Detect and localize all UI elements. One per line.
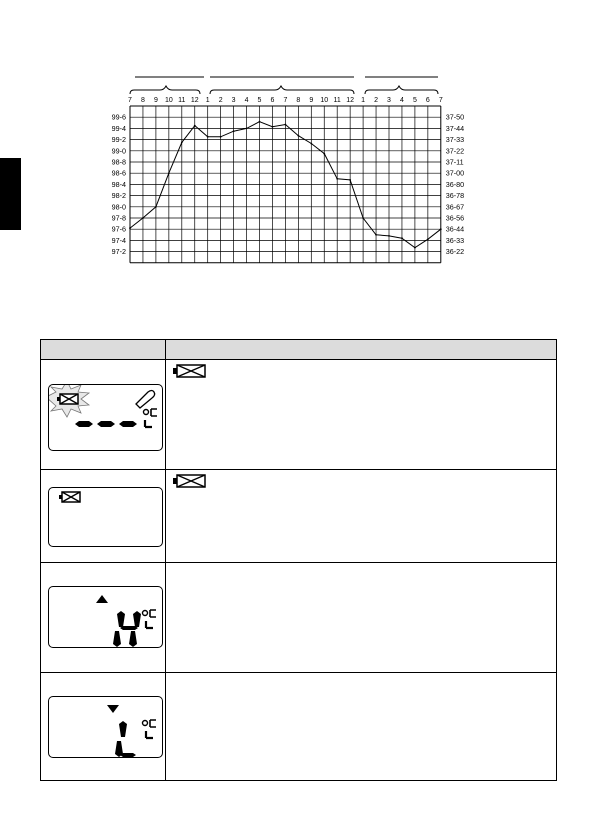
y-right-tick-label: 36-78 bbox=[445, 191, 465, 201]
x-tick-label: 8 bbox=[140, 97, 145, 104]
data-point bbox=[168, 172, 170, 174]
x-tick-label: 4 bbox=[399, 97, 404, 104]
x-tick-label: 8 bbox=[296, 97, 301, 104]
battery-icon bbox=[172, 364, 206, 383]
y-left-tick-label: 98-2 bbox=[111, 191, 126, 201]
x-tick-labels bbox=[128, 97, 443, 104]
y-right-tick-label: 37-44 bbox=[445, 123, 465, 133]
x-tick-label: 11 bbox=[333, 97, 341, 104]
x-tick-label: 4 bbox=[244, 97, 249, 104]
x-tick-label: 12 bbox=[190, 97, 199, 104]
x-tick-label: 7 bbox=[283, 97, 288, 104]
data-point bbox=[297, 135, 299, 137]
x-tick-label: 2 bbox=[218, 97, 223, 104]
y-left-tick-label: 98-8 bbox=[111, 157, 126, 167]
x-tick-label: 9 bbox=[309, 97, 314, 104]
y-left-tick-label: 99-4 bbox=[111, 123, 126, 133]
lcd-display bbox=[48, 487, 163, 547]
period-brackets bbox=[130, 77, 438, 94]
x-tick-label: 7 bbox=[438, 97, 443, 104]
data-point bbox=[375, 234, 377, 236]
arrow-down-icon bbox=[107, 705, 119, 713]
table-row bbox=[41, 360, 556, 470]
y-left-tick-label: 98-0 bbox=[111, 202, 126, 212]
data-point bbox=[285, 124, 287, 126]
data-point bbox=[323, 153, 325, 155]
x-tick-label: 7 bbox=[128, 97, 132, 104]
y-left-tick-label: 97-8 bbox=[111, 213, 126, 223]
y-right-tick-label: 36-22 bbox=[445, 247, 465, 257]
dash-segments bbox=[75, 421, 137, 427]
data-point bbox=[181, 142, 183, 144]
temperature-chart bbox=[0, 0, 596, 290]
data-point bbox=[220, 136, 222, 138]
data-point bbox=[129, 227, 131, 229]
x-tick-label: 10 bbox=[320, 97, 329, 104]
high-H-digit bbox=[113, 611, 141, 647]
x-tick-label: 3 bbox=[387, 97, 391, 104]
x-tick-label: 1 bbox=[205, 97, 210, 104]
data-point bbox=[259, 121, 261, 123]
data-point bbox=[349, 179, 351, 181]
x-tick-label: 11 bbox=[178, 97, 186, 104]
y-right-tick-labels bbox=[446, 113, 464, 256]
celsius-icon bbox=[143, 720, 157, 738]
x-tick-label: 5 bbox=[412, 97, 417, 104]
battery-icon bbox=[59, 492, 80, 502]
y-left-tick-label: 97-4 bbox=[111, 235, 126, 245]
y-right-tick-label: 37-33 bbox=[445, 135, 465, 145]
data-point bbox=[401, 237, 403, 239]
x-tick-label: 2 bbox=[374, 97, 379, 104]
data-point bbox=[362, 217, 364, 219]
data-point bbox=[233, 130, 235, 132]
data-point bbox=[310, 143, 312, 145]
y-right-tick-label: 36-33 bbox=[445, 235, 465, 245]
data-point bbox=[142, 217, 144, 219]
data-point bbox=[246, 127, 248, 129]
y-right-tick-label: 36-44 bbox=[445, 224, 465, 234]
y-right-tick-label: 37-22 bbox=[445, 146, 465, 156]
y-left-tick-label: 98-4 bbox=[111, 179, 126, 189]
data-point bbox=[336, 178, 338, 180]
table-header bbox=[41, 340, 556, 360]
y-right-tick-label: 36-67 bbox=[445, 202, 465, 212]
y-left-tick-label: 99-2 bbox=[111, 135, 126, 145]
data-point bbox=[155, 206, 157, 208]
data-point bbox=[207, 136, 209, 138]
data-point bbox=[440, 228, 442, 230]
x-tick-label: 6 bbox=[425, 97, 430, 104]
chart-grid bbox=[130, 106, 441, 263]
low-L-digit bbox=[115, 721, 136, 757]
data-point bbox=[388, 235, 390, 237]
data-point bbox=[427, 238, 429, 240]
display-table bbox=[40, 339, 557, 781]
x-tick-label: 6 bbox=[270, 97, 275, 104]
x-tick-label: 9 bbox=[153, 97, 158, 104]
y-left-tick-label: 97-6 bbox=[111, 224, 126, 234]
battery-icon bbox=[172, 474, 206, 493]
table-row bbox=[41, 470, 556, 563]
x-tick-label: 1 bbox=[361, 97, 366, 104]
flashing-battery-icon bbox=[49, 385, 89, 417]
y-right-tick-label: 36-56 bbox=[445, 213, 465, 223]
x-tick-label: 10 bbox=[164, 97, 173, 104]
table-row bbox=[41, 563, 556, 673]
y-left-tick-label: 97-2 bbox=[111, 247, 126, 257]
data-point bbox=[414, 247, 416, 249]
x-tick-label: 5 bbox=[257, 97, 262, 104]
y-left-tick-label: 98-6 bbox=[111, 168, 126, 178]
data-point bbox=[272, 126, 274, 128]
y-right-tick-label: 36-80 bbox=[445, 179, 465, 189]
celsius-icon bbox=[143, 610, 157, 628]
x-tick-label: 12 bbox=[346, 97, 355, 104]
y-right-tick-label: 37-00 bbox=[445, 168, 465, 178]
y-right-tick-label: 37-11 bbox=[445, 157, 464, 167]
celsius-icon bbox=[144, 409, 158, 427]
probe-icon bbox=[136, 391, 155, 409]
data-point bbox=[194, 125, 196, 127]
lcd-display bbox=[48, 586, 163, 648]
table-row bbox=[41, 673, 556, 781]
lcd-display bbox=[48, 696, 163, 758]
lcd-display bbox=[48, 384, 163, 451]
y-right-tick-label: 37-50 bbox=[445, 112, 465, 122]
y-left-tick-label: 99-0 bbox=[111, 146, 126, 156]
y-left-tick-labels bbox=[112, 113, 126, 256]
y-left-tick-label: 99-6 bbox=[111, 112, 126, 122]
arrow-up-icon bbox=[96, 595, 108, 603]
x-tick-label: 3 bbox=[231, 97, 236, 104]
